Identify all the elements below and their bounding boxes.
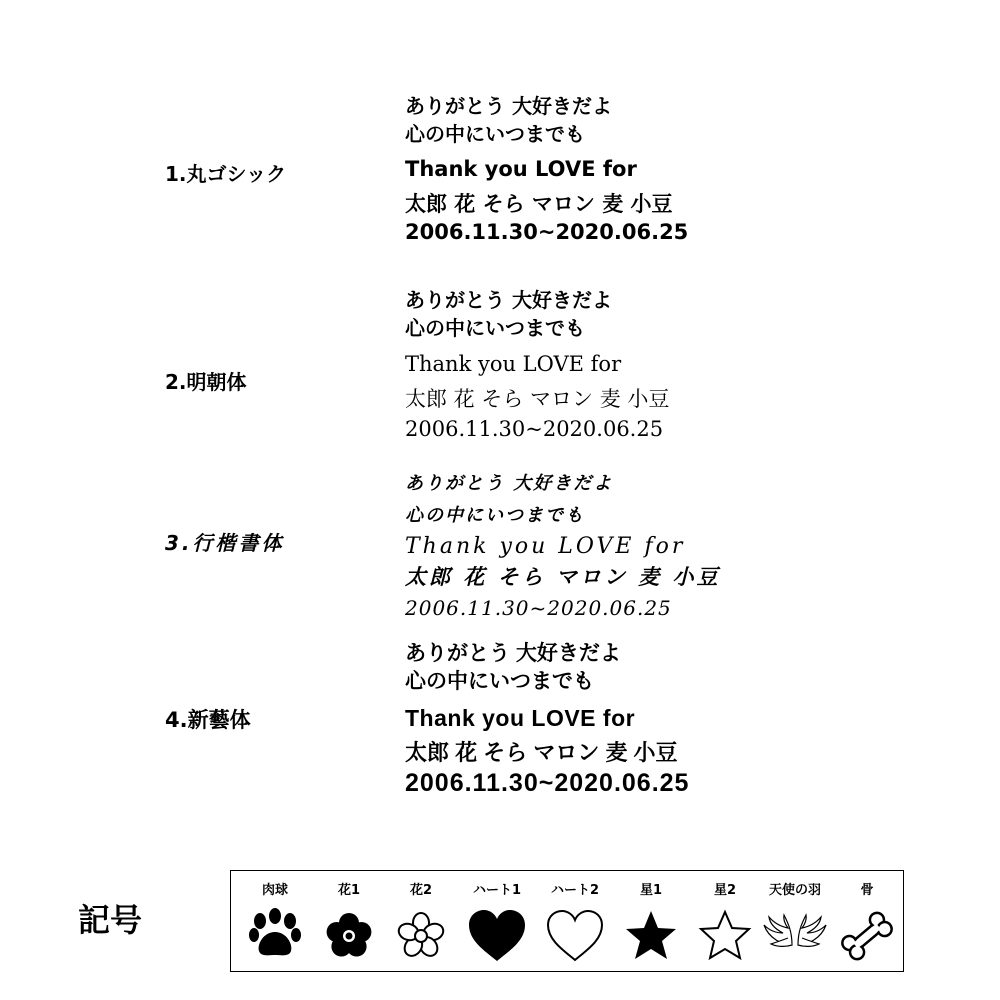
sample-line: 太郎 花 そら マロン 麦 小豆 <box>405 192 673 216</box>
symbol-label: ハート2 <box>550 883 600 898</box>
symbol-heart-1 <box>459 871 535 971</box>
sample-line: ありがとう 大好きだよ <box>405 94 612 118</box>
heart-outline-icon <box>543 907 607 965</box>
font-sample-shingei <box>405 640 689 798</box>
symbol-label: 星1 <box>639 883 663 898</box>
symbol-label: ハート1 <box>472 883 522 898</box>
sample-line: ありがとう 大好きだよ <box>405 642 621 665</box>
sample-line: ありがとう 大好きだよ <box>405 288 612 312</box>
font-sample-mincho <box>405 286 669 444</box>
symbol-flower-2 <box>383 871 459 971</box>
symbol-label: 肉球 <box>261 883 288 898</box>
font-sample-maru-gothic <box>405 92 688 246</box>
symbol-bone <box>829 871 905 971</box>
sample-line: 太郎 花 そら マロン 麦 小豆 <box>405 387 670 411</box>
symbol-star-1 <box>613 871 689 971</box>
star-filled-icon <box>621 907 681 965</box>
angel-wings-icon <box>761 907 829 965</box>
sample-line: Thank you LOVE for <box>405 352 622 376</box>
symbol-star-2 <box>687 871 763 971</box>
font-sample-gyokaisho <box>405 468 721 624</box>
font-label-gyokaisho: 3.行楷書体 <box>165 531 285 555</box>
sample-line: 太郎 花 そら マロン 麦 小豆 <box>405 740 678 765</box>
symbols-panel <box>230 870 904 972</box>
sample-line: 太郎 花 そら マロン 麦 小豆 <box>405 564 721 589</box>
symbol-label: 星2 <box>713 883 737 898</box>
sample-line: Thank you LOVE for <box>405 534 686 559</box>
sample-line: ありがとう 大好きだよ <box>405 473 614 494</box>
sample-line: 心の中にいつまでも <box>405 505 585 526</box>
symbol-heart-2 <box>537 871 613 971</box>
font-label-mincho: 2.明朝体 <box>165 370 247 394</box>
sample-line: 2006.11.30~2020.06.25 <box>405 417 664 441</box>
bone-icon <box>837 907 897 965</box>
symbols-title: 記号 <box>78 901 143 939</box>
sample-line: Thank you LOVE for <box>405 705 636 731</box>
paw-icon <box>245 907 305 965</box>
flower-filled-icon <box>319 907 379 965</box>
symbol-angel-wings <box>757 871 833 971</box>
symbol-label: 花2 <box>409 883 433 898</box>
sample-line: 心の中にいつまでも <box>405 316 585 340</box>
symbol-paw <box>237 871 313 971</box>
sample-line: 2006.11.30~2020.06.25 <box>405 596 672 620</box>
font-label-shingei: 4.新藝体 <box>165 708 251 732</box>
symbol-flower-1 <box>311 871 387 971</box>
star-outline-icon <box>695 907 755 965</box>
symbol-label: 骨 <box>860 883 874 898</box>
symbol-label: 天使の羽 <box>768 883 821 898</box>
sample-line: 2006.11.30~2020.06.25 <box>405 769 690 797</box>
flower-outline-icon <box>391 907 451 965</box>
sample-line: 心の中にいつまでも <box>405 670 594 693</box>
sample-line: 心の中にいつまでも <box>405 122 585 146</box>
font-label-maru-gothic: 1.丸ゴシック <box>165 162 287 186</box>
sample-line: 2006.11.30~2020.06.25 <box>405 220 689 244</box>
sample-line: Thank you LOVE for <box>405 157 637 181</box>
symbol-label: 花1 <box>337 883 361 898</box>
heart-filled-icon <box>465 907 529 965</box>
